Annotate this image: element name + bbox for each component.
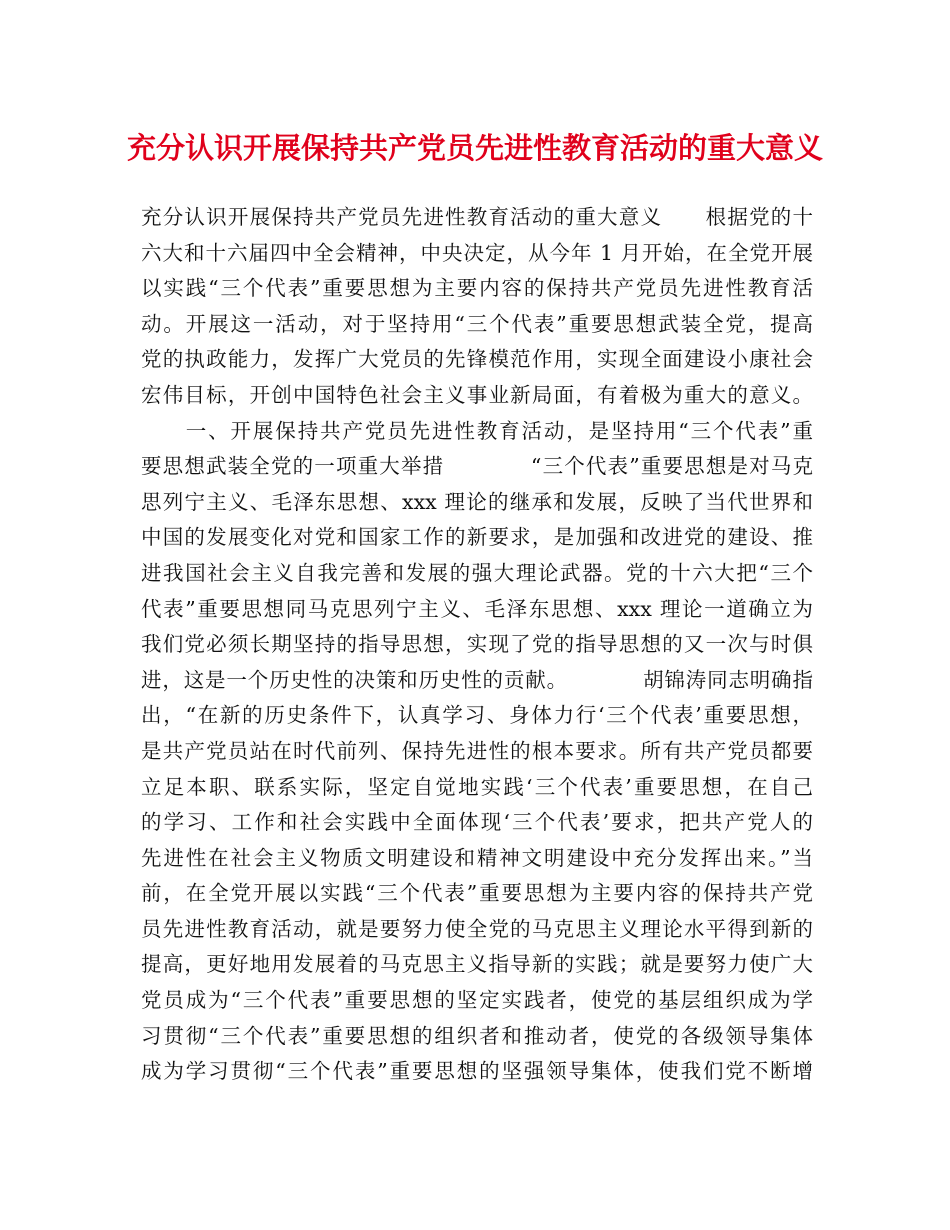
- document-body: [141, 200, 813, 1090]
- text-line: 一、开展保持共产党员先进性教育活动，是坚持用“三个代表”重: [141, 418, 813, 443]
- text-line: 出，“在新的历史条件下，认真学习、身体力行‘三个代表’重要思想，: [141, 703, 813, 728]
- text-line: 中国的发展变化对党和国家工作的新要求，是加强和改进党的建设、推: [141, 525, 813, 550]
- text-line: 要思想武装全党的一项重大举措 “三个代表”重要思想是对马克: [141, 454, 813, 479]
- text-line: 提高，更好地用发展着的马克思主义指导新的实践；就是要努力使广大: [141, 952, 813, 977]
- text-line: 前，在全党开展以实践“三个代表”重要思想为主要内容的保持共产党: [141, 881, 813, 906]
- text-line: 以实践“三个代表”重要思想为主要内容的保持共产党员先进性教育活: [141, 276, 813, 301]
- text-line: 习贯彻“三个代表”重要思想的组织者和推动者，使党的各级领导集体: [141, 1023, 813, 1048]
- text-line: 是共产党员站在时代前列、保持先进性的根本要求。所有共产党员都要: [141, 738, 813, 763]
- text-line: 进，这是一个历史性的决策和历史性的贡献。 胡锦涛同志明确指: [141, 667, 813, 692]
- text-line: 成为学习贯彻“三个代表”重要思想的坚强领导集体，使我们党不断增: [141, 1059, 813, 1084]
- text-line: 六大和十六届四中全会精神，中央决定，从今年 1 月开始，在全党开展: [141, 240, 813, 265]
- text-line: 我们党必须长期坚持的指导思想，实现了党的指导思想的又一次与时俱: [141, 632, 813, 657]
- text-line: 的学习、工作和社会实践中全面体现‘三个代表’要求，把共产党人的: [141, 810, 813, 835]
- text-line: 先进性在社会主义物质文明建设和精神文明建设中充分发挥出来。”当: [141, 845, 813, 870]
- text-line: 充分认识开展保持共产党员先进性教育活动的重大意义 根据党的十: [141, 205, 813, 229]
- text-line: 党员成为“三个代表”重要思想的坚定实践者，使党的基层组织成为学: [141, 988, 813, 1013]
- text-line: 思列宁主义、毛泽东思想、xxx 理论的继承和发展，反映了当代世界和: [141, 489, 813, 514]
- text-line: 动。开展这一活动，对于坚持用“三个代表”重要思想武装全党，提高: [141, 311, 813, 336]
- text-line: 员先进性教育活动，就是要努力使全党的马克思主义理论水平得到新的: [141, 916, 813, 941]
- text-line: 党的执政能力，发挥广大党员的先锋模范作用，实现全面建设小康社会: [141, 347, 813, 372]
- text-line: 立足本职、联系实际，坚定自觉地实践‘三个代表’重要思想，在自己: [141, 774, 813, 799]
- document-title: 充分认识开展保持共产党员先进性教育活动的重大意义: [126, 131, 823, 165]
- text-line: 代表”重要思想同马克思列宁主义、毛泽东思想、xxx 理论一道确立为: [141, 596, 813, 621]
- text-line: 宏伟目标，开创中国特色社会主义事业新局面，有着极为重大的意义。: [141, 382, 813, 407]
- text-line: 进我国社会主义自我完善和发展的强大理论武器。党的十六大把“三个: [141, 560, 813, 585]
